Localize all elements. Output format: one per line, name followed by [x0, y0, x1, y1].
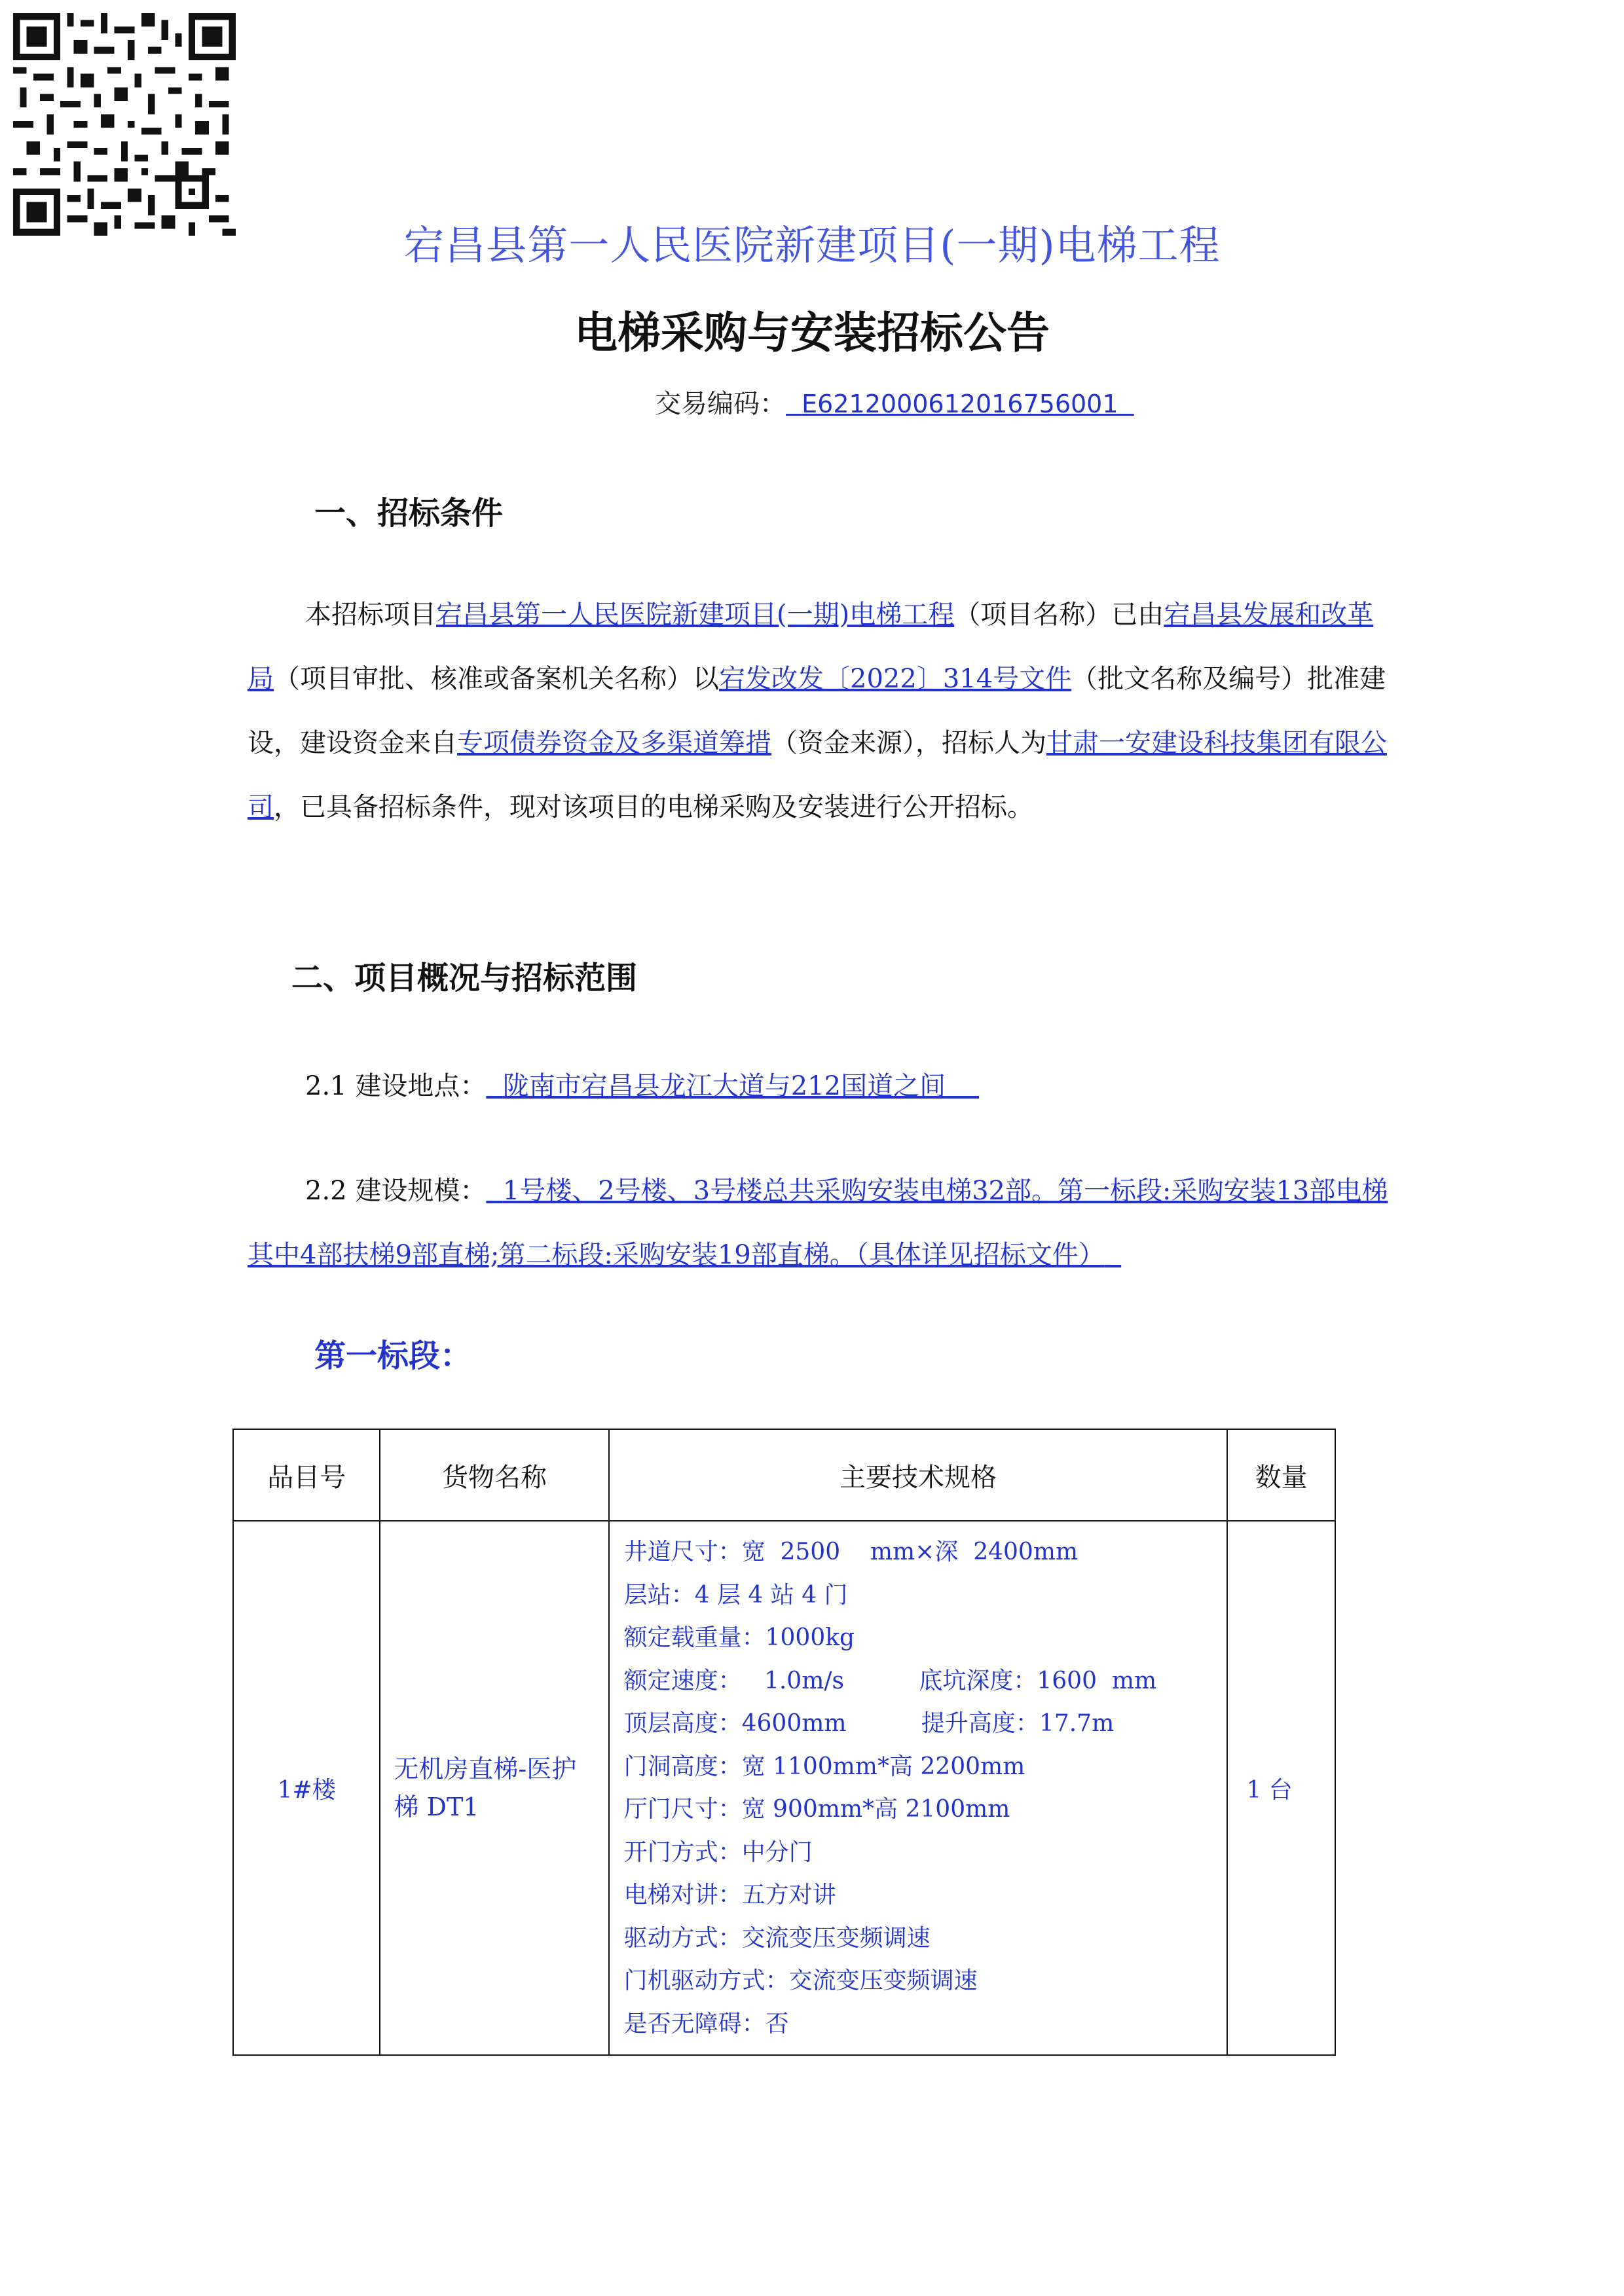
approval-doc-link: 宕发改发〔2022〕314号文件 [719, 664, 1072, 694]
lot1-table [232, 1429, 1336, 2056]
spec-line: 顶层高度：4600mm 提升高度：17.7m [623, 1710, 1115, 1737]
notice-title: 电梯采购与安装招标公告 [574, 307, 1050, 358]
spec-line: 厅门尺寸：宽 900mm*高 2100mm [623, 1796, 1010, 1823]
transaction-code-value: E6212000612016756001 [802, 390, 1118, 418]
spec-line: 门洞高度：宽 1100mm*高 2200mm [623, 1753, 1025, 1780]
tenderer-link: 甘肃一安建设科技集团有限公司 [248, 728, 1387, 822]
spec-line: 额定载重量：1000kg [623, 1624, 855, 1651]
scale-value: 1号楼、2号楼、3号楼总共采购安装电梯32部。第一标段:采购安装13部电梯其中4部扶梯9部直梯;第二标段:采购安装19部直梯。（具体详见招标文件） [248, 1176, 1388, 1270]
scale-paragraph: 2.2 建设规模： 1号楼、2号楼、3号楼总共采购安装电梯32部。第一标段:采购安装13部电梯其中4部扶梯9部直梯;第二标段:采购安装19部直梯。（具体详见招标文件） [248, 1176, 1388, 1270]
spec-line: 是否无障碍：否 [623, 2010, 789, 2037]
col-item-no: 品目号 [233, 1429, 380, 1521]
transaction-code-label: 交易编码： [655, 389, 786, 419]
lot1-heading: 第一标段： [314, 1338, 472, 1374]
quantity-cell: 1 台 [1227, 1521, 1335, 2055]
location-value: 陇南市宕昌县龙江大道与212国道之间 [502, 1071, 946, 1101]
qr-code-icon [13, 13, 236, 236]
spec-line: 驱动方式：交流变压变频调速 [623, 1924, 931, 1952]
col-quantity: 数量 [1227, 1429, 1335, 1521]
spec-line: 门机驱动方式：交流变压变频调速 [623, 1967, 978, 1994]
project-name-link: 宕昌县第一人民医院新建项目(一期)电梯工程 [436, 600, 955, 630]
spec-line: 额定速度： 1.0m/s 底坑深度：1600 mm [623, 1667, 1157, 1694]
table-row [233, 1521, 1335, 2055]
section2-heading: 二、项目概况与招标范围 [291, 960, 638, 996]
tech-spec-cell [609, 1521, 1228, 2055]
spec-line: 层站：4 层 4 站 4 门 [623, 1581, 848, 1609]
spec-line: 电梯对讲：五方对讲 [623, 1882, 836, 1908]
section1-paragraph: 本招标项目宕昌县第一人民医院新建项目(一期)电梯工程（项目名称）已由宕昌县发展和改革局（项目审批、核准或备案机关名称）以宕发改发〔2022〕314号文件（批文名称及编号）批准建设，建设资金来自专项债券资金及多渠道筹措（资金来源），招标人为甘肃一安建设科技集团有限公司，已具备招标条件，现对该项目的电梯采购及安装进行公开招标。 [248, 600, 1387, 822]
col-tech-spec: 主要技术规格 [609, 1429, 1228, 1521]
table-header-row [233, 1429, 1335, 1521]
fund-source-link: 专项债券资金及多渠道筹措 [457, 728, 771, 758]
project-title: 宕昌县第一人民医院新建项目(一期)电梯工程 [403, 221, 1221, 269]
spec-line: 开门方式：中分门 [623, 1838, 813, 1866]
approver-link: 宕昌县发展和改革局 [248, 600, 1374, 694]
col-goods-name: 货物名称 [380, 1429, 608, 1521]
spec-line: 井道尺寸：宽 2500 mm×深 2400mm [623, 1539, 1079, 1565]
item-no-cell: 1#楼 [233, 1521, 380, 2055]
section1-heading: 一、招标条件 [314, 495, 504, 532]
location-line: 2.1 建设地点： 陇南市宕昌县龙江大道与212国道之间 [248, 1054, 1393, 1118]
transaction-code [655, 383, 1134, 420]
goods-name-cell: 无机房直梯-医护梯 DT1 [380, 1521, 608, 2055]
